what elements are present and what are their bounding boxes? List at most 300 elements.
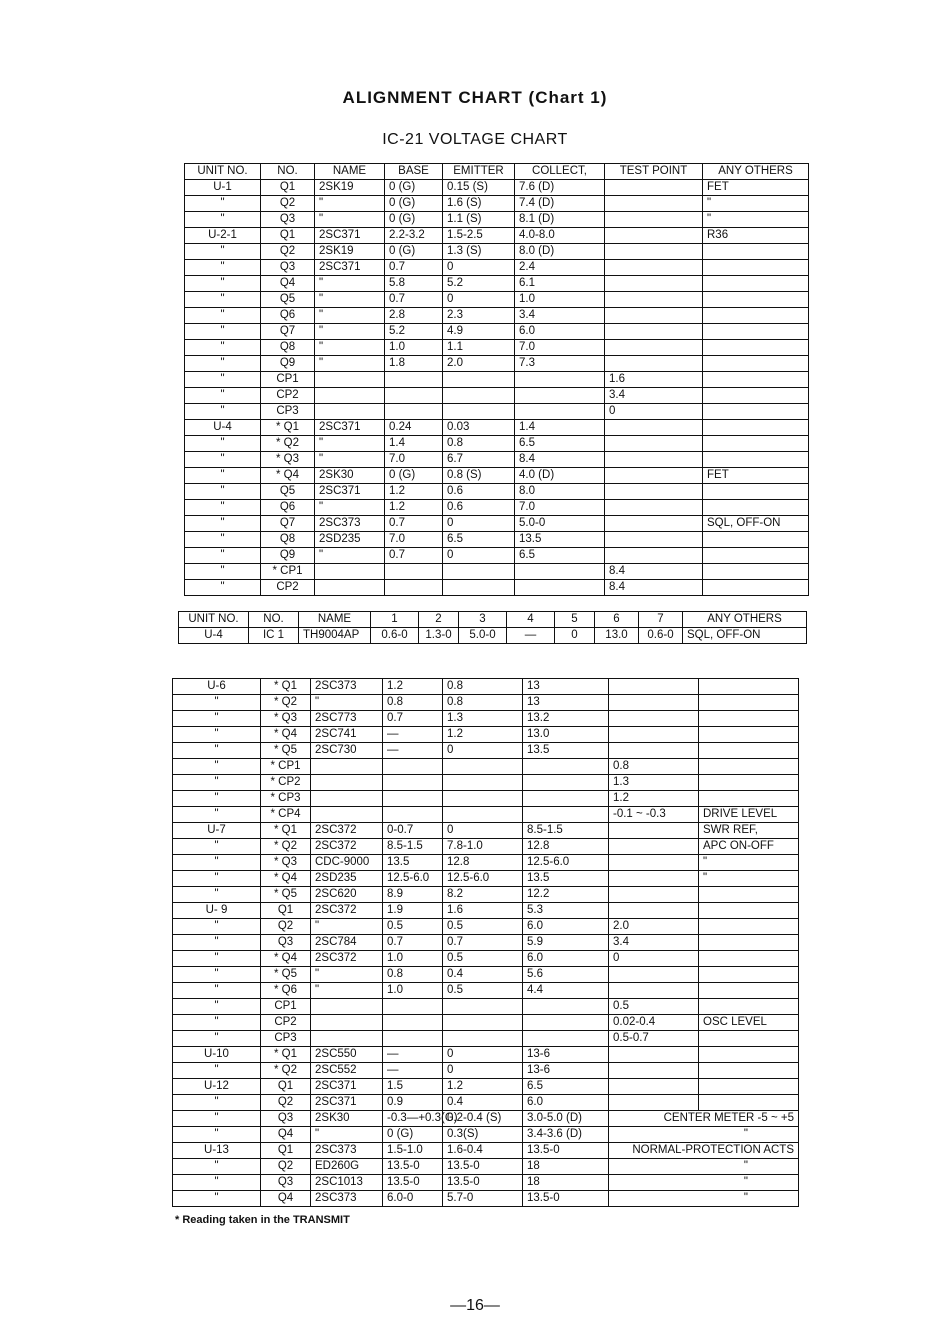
table-cell: * Q4 (261, 468, 315, 484)
column-header: TEST POINT (605, 164, 703, 180)
table-cell: 0.7 (385, 260, 443, 276)
table-cell: CP2 (261, 388, 315, 404)
table-cell: " (185, 548, 261, 564)
table-cell: 0 (443, 1063, 523, 1079)
table-cell (699, 967, 799, 983)
table-cell (609, 743, 699, 759)
table-cell (523, 759, 609, 775)
table-cell (703, 324, 809, 340)
table-cell: CP2 (261, 1015, 311, 1031)
table-cell: " (173, 999, 261, 1015)
table-cell: FET (703, 180, 809, 196)
table-cell (605, 452, 703, 468)
table-cell (443, 1015, 523, 1031)
table-cell: 0 (443, 548, 515, 564)
table-cell: * Q4 (261, 727, 311, 743)
table-cell: Q1 (261, 903, 311, 919)
table-cell: 12.2 (523, 887, 609, 903)
table-cell (385, 388, 443, 404)
table-cell (605, 260, 703, 276)
table-cell: 6.0 (515, 324, 605, 340)
table-row (173, 903, 799, 919)
table-cell: 6.1 (515, 276, 605, 292)
table-cell: " (173, 967, 261, 983)
table-cell: 0.6 (443, 500, 515, 516)
table-cell (699, 711, 799, 727)
table-row (173, 775, 799, 791)
table-cell: Q4 (261, 1127, 311, 1143)
table-cell (383, 759, 443, 775)
table-cell (703, 308, 809, 324)
table-row (173, 1095, 799, 1111)
table-cell (703, 276, 809, 292)
table-cell: " (609, 1127, 799, 1143)
table-row (173, 983, 799, 999)
table-cell: 3.4 (609, 935, 699, 951)
table-cell: * Q5 (261, 967, 311, 983)
table-cell: U-4 (185, 420, 261, 436)
table-cell: 2SC371 (315, 484, 385, 500)
table-cell: 0 (G) (385, 180, 443, 196)
table-row (173, 727, 799, 743)
table-cell (699, 727, 799, 743)
table-cell (703, 484, 809, 500)
table-cell: 0.4 (443, 1095, 523, 1111)
table-cell: 0.7 (385, 292, 443, 308)
table-cell (443, 999, 523, 1015)
table-cell (315, 388, 385, 404)
table-cell (311, 999, 383, 1015)
table-cell: 0 (555, 628, 595, 644)
table-cell: " (185, 564, 261, 580)
table-cell: " (311, 967, 383, 983)
table-cell (605, 212, 703, 228)
table-cell: 13.0 (595, 628, 639, 644)
table-cell: 0.5 (443, 919, 523, 935)
table-cell: " (185, 436, 261, 452)
table-cell: " (173, 839, 261, 855)
table-cell: CP3 (261, 1031, 311, 1047)
table-cell: 0 (G) (385, 244, 443, 260)
table-row (173, 1159, 799, 1175)
table-cell (703, 580, 809, 596)
table-cell (609, 903, 699, 919)
table-cell (605, 340, 703, 356)
table-cell: 0.3(S) (443, 1127, 523, 1143)
table-row (173, 1143, 799, 1159)
table-cell (605, 276, 703, 292)
table-cell: " (173, 711, 261, 727)
table-cell: 0.8 (443, 436, 515, 452)
table-row (185, 276, 809, 292)
table-cell: " (699, 871, 799, 887)
table-cell: 8.4 (605, 564, 703, 580)
table-cell: Q6 (261, 308, 315, 324)
table-cell: 7.0 (385, 452, 443, 468)
table-row (173, 1047, 799, 1063)
table-cell: 1.3 (609, 775, 699, 791)
table-cell: 1.8 (385, 356, 443, 372)
table-cell: 1.0 (515, 292, 605, 308)
table-cell (703, 500, 809, 516)
table-cell (605, 516, 703, 532)
table-cell (443, 404, 515, 420)
table-cell (699, 1095, 799, 1111)
table-cell: 1.0 (383, 983, 443, 999)
table-cell: CENTER METER -5 ~ +5 (609, 1111, 799, 1127)
table-row (173, 791, 799, 807)
table-cell: 13 (523, 679, 609, 695)
table-cell (443, 372, 515, 388)
table-cell: 0 (443, 1047, 523, 1063)
table-cell: 0.5 (609, 999, 699, 1015)
table-cell: 7.0 (515, 500, 605, 516)
table-cell: SWR REF, (699, 823, 799, 839)
table-cell: 2.2-3.2 (385, 228, 443, 244)
table-cell (311, 791, 383, 807)
table-row (185, 500, 809, 516)
table-cell: 2SC371 (311, 1079, 383, 1095)
table-cell: " (315, 308, 385, 324)
table-cell: U-10 (173, 1047, 261, 1063)
table-cell: 13.5-0 (383, 1159, 443, 1175)
page-number: —16— (450, 1297, 500, 1314)
table-cell: 13.5-0 (443, 1175, 523, 1191)
table-cell: " (173, 1015, 261, 1031)
table-cell: 2SC371 (315, 260, 385, 276)
table-cell: 1.6 (S) (443, 196, 515, 212)
table-cell (703, 436, 809, 452)
table-cell: " (173, 887, 261, 903)
table-cell: 4.0-8.0 (515, 228, 605, 244)
table-row (173, 1111, 799, 1127)
table-cell: " (173, 1031, 261, 1047)
column-header: 6 (595, 612, 639, 628)
table-cell: — (383, 1063, 443, 1079)
table-cell: " (185, 468, 261, 484)
table-cell: CP1 (261, 372, 315, 388)
table-cell: 4.4 (523, 983, 609, 999)
table-cell: 2SC372 (311, 951, 383, 967)
table-cell (609, 727, 699, 743)
table-row (179, 628, 807, 644)
table-cell (699, 951, 799, 967)
table-cell: Q4 (261, 1191, 311, 1207)
table-cell: 0.8 (S) (443, 468, 515, 484)
table-row (173, 951, 799, 967)
table-cell: " (609, 1175, 799, 1191)
table-cell: 2SC373 (311, 679, 383, 695)
table-cell (385, 564, 443, 580)
table-cell: " (315, 340, 385, 356)
table-cell (385, 372, 443, 388)
table-cell: " (315, 436, 385, 452)
table-cell: 7.6 (D) (515, 180, 605, 196)
table-cell (315, 564, 385, 580)
table-cell: 1.3 (443, 711, 523, 727)
table-cell: " (315, 196, 385, 212)
table-cell (699, 679, 799, 695)
table-cell: U-2-1 (185, 228, 261, 244)
table-cell: " (185, 404, 261, 420)
table-cell: Q3 (261, 260, 315, 276)
table-cell (315, 580, 385, 596)
table-cell: " (609, 1159, 799, 1175)
table-cell: " (315, 356, 385, 372)
table-row (185, 436, 809, 452)
table-row (185, 564, 809, 580)
table-cell: 12.5-6.0 (383, 871, 443, 887)
table-cell (699, 695, 799, 711)
table-cell (523, 999, 609, 1015)
table-cell (605, 324, 703, 340)
table-cell: " (173, 919, 261, 935)
table-cell: " (311, 695, 383, 711)
table-cell: 13.5 (523, 871, 609, 887)
table-cell: 0.7 (383, 711, 443, 727)
table-cell (443, 564, 515, 580)
table-cell (605, 196, 703, 212)
table-row (185, 196, 809, 212)
page-title: ALIGNMENT CHART (Chart 1) (342, 88, 608, 107)
table-cell: * CP3 (261, 791, 311, 807)
column-header: 4 (507, 612, 555, 628)
table-cell (699, 775, 799, 791)
table-cell (703, 564, 809, 580)
table-cell (383, 1031, 443, 1047)
table-cell (605, 292, 703, 308)
column-header: EMITTER (443, 164, 515, 180)
table-cell: " (315, 500, 385, 516)
column-header: NAME (315, 164, 385, 180)
table-cell: 0.7 (385, 548, 443, 564)
table-row (185, 292, 809, 308)
table-cell: Q2 (261, 244, 315, 260)
table-cell: 0.5 (383, 919, 443, 935)
table-row (185, 388, 809, 404)
table-cell: 4.0 (D) (515, 468, 605, 484)
table-cell: 0 (443, 823, 523, 839)
table-cell: " (311, 919, 383, 935)
table-cell (703, 548, 809, 564)
table-cell (703, 244, 809, 260)
table-cell: " (173, 855, 261, 871)
table-cell: Q3 (261, 1111, 311, 1127)
table-cell (703, 356, 809, 372)
table-cell (703, 340, 809, 356)
table-cell: " (185, 324, 261, 340)
table-cell (523, 807, 609, 823)
table-cell: 0 (605, 404, 703, 420)
table-cell (385, 580, 443, 596)
table-cell: 12.8 (443, 855, 523, 871)
table-cell: * Q1 (261, 823, 311, 839)
table-cell: 0.2-0.4 (S) (443, 1111, 523, 1127)
table-cell: 6.5 (443, 532, 515, 548)
table-row (173, 807, 799, 823)
table-cell: Q1 (261, 228, 315, 244)
column-header: NAME (299, 612, 371, 628)
table-cell (609, 711, 699, 727)
table-cell: 3.4 (515, 308, 605, 324)
table-row (173, 855, 799, 871)
table-cell (699, 983, 799, 999)
table-cell (515, 580, 605, 596)
table-cell (703, 388, 809, 404)
table-row (185, 404, 809, 420)
table-cell: 2SC741 (311, 727, 383, 743)
table-cell: 13.5-0 (383, 1175, 443, 1191)
column-header: ANY OTHERS (703, 164, 809, 180)
table-cell: 0-0.7 (383, 823, 443, 839)
table-cell: * Q2 (261, 436, 315, 452)
table-cell: 5.8 (385, 276, 443, 292)
table-cell (609, 839, 699, 855)
voltage-table-2 (172, 678, 799, 1207)
table-cell: Q3 (261, 1175, 311, 1191)
table-row (173, 967, 799, 983)
table-row (185, 324, 809, 340)
table-cell (383, 807, 443, 823)
table-cell (311, 1031, 383, 1047)
table-cell: 7.4 (D) (515, 196, 605, 212)
table-cell: " (185, 516, 261, 532)
table-cell: ED260G (311, 1159, 383, 1175)
table-cell (383, 791, 443, 807)
table-cell: " (315, 212, 385, 228)
table-cell: " (609, 1191, 799, 1207)
table-row (173, 823, 799, 839)
table-cell: 0.5-0.7 (609, 1031, 699, 1047)
table-cell: * Q2 (261, 695, 311, 711)
table-cell (699, 999, 799, 1015)
table-cell: 0.5 (443, 951, 523, 967)
table-cell: TH9004AP (299, 628, 371, 644)
table-row (173, 871, 799, 887)
table-cell: " (173, 1127, 261, 1143)
table-cell: " (173, 871, 261, 887)
table-cell: 5.7-0 (443, 1191, 523, 1207)
table-cell: Q5 (261, 292, 315, 308)
column-header: BASE (385, 164, 443, 180)
table-cell (383, 999, 443, 1015)
table-cell: " (185, 500, 261, 516)
table-cell: 13-6 (523, 1063, 609, 1079)
table-cell: 1.2 (383, 679, 443, 695)
table-cell (609, 983, 699, 999)
table-cell: 13.5 (383, 855, 443, 871)
table-cell: 0.8 (443, 695, 523, 711)
table-cell: 0.4 (443, 967, 523, 983)
table-cell: — (383, 743, 443, 759)
table-cell: 13.5 (515, 532, 605, 548)
table-cell: 1.1 (S) (443, 212, 515, 228)
table-row (185, 548, 809, 564)
table-cell (311, 1015, 383, 1031)
table-cell: 18 (523, 1175, 609, 1191)
table-cell: Q2 (261, 196, 315, 212)
table-cell (609, 1095, 699, 1111)
table-cell: 8.5-1.5 (383, 839, 443, 855)
table-row (173, 1015, 799, 1031)
table-cell (699, 759, 799, 775)
table-row (185, 260, 809, 276)
table-cell (311, 775, 383, 791)
table-cell: R36 (703, 228, 809, 244)
table-cell: CP1 (261, 999, 311, 1015)
table-cell: — (507, 628, 555, 644)
table-row (185, 516, 809, 532)
table-cell: 2SK30 (311, 1111, 383, 1127)
table-cell: 1.5 (383, 1079, 443, 1095)
table-cell (699, 1031, 799, 1047)
table-cell: " (173, 983, 261, 999)
table-cell (699, 1079, 799, 1095)
table-cell (703, 404, 809, 420)
table-cell: " (311, 983, 383, 999)
table-cell (609, 1063, 699, 1079)
table-cell: 0.5 (443, 983, 523, 999)
table-row (173, 711, 799, 727)
table-cell: 5.2 (385, 324, 443, 340)
table-cell: 1.3-0 (419, 628, 459, 644)
table-cell: 5.0-0 (459, 628, 507, 644)
table-cell: " (185, 292, 261, 308)
table-cell (443, 388, 515, 404)
table-cell: 4.9 (443, 324, 515, 340)
table-cell: * Q1 (261, 1047, 311, 1063)
table-cell (605, 532, 703, 548)
table-row (185, 308, 809, 324)
table-cell (605, 500, 703, 516)
table-cell: U-12 (173, 1079, 261, 1095)
table-cell: " (315, 324, 385, 340)
table-cell: " (173, 743, 261, 759)
table-cell (609, 871, 699, 887)
column-header: ANY OTHERS (683, 612, 807, 628)
table-cell: * Q2 (261, 1063, 311, 1079)
table-cell: FET (703, 468, 809, 484)
table-cell: 2SC372 (311, 839, 383, 855)
table-cell: 0 (443, 743, 523, 759)
table-cell: 12.5-6.0 (523, 855, 609, 871)
table-row (173, 1127, 799, 1143)
table-cell (609, 823, 699, 839)
table-cell: Q7 (261, 516, 315, 532)
table-cell: " (185, 260, 261, 276)
table-row (185, 228, 809, 244)
table-cell: Q8 (261, 532, 315, 548)
table-row (173, 935, 799, 951)
table-cell (605, 468, 703, 484)
table-cell: * CP2 (261, 775, 311, 791)
table-cell: Q7 (261, 324, 315, 340)
table-cell: OSC LEVEL (699, 1015, 799, 1031)
table-row (173, 887, 799, 903)
table-cell (703, 260, 809, 276)
table-row (173, 839, 799, 855)
table-cell: 2SC550 (311, 1047, 383, 1063)
table-cell (443, 791, 523, 807)
table-cell: " (315, 452, 385, 468)
table-cell: 1.0 (385, 340, 443, 356)
table-cell (315, 372, 385, 388)
table-cell: 0 (443, 516, 515, 532)
table-cell: IC 1 (249, 628, 299, 644)
table-cell (609, 855, 699, 871)
table-cell: " (185, 388, 261, 404)
table-cell: Q2 (261, 1159, 311, 1175)
